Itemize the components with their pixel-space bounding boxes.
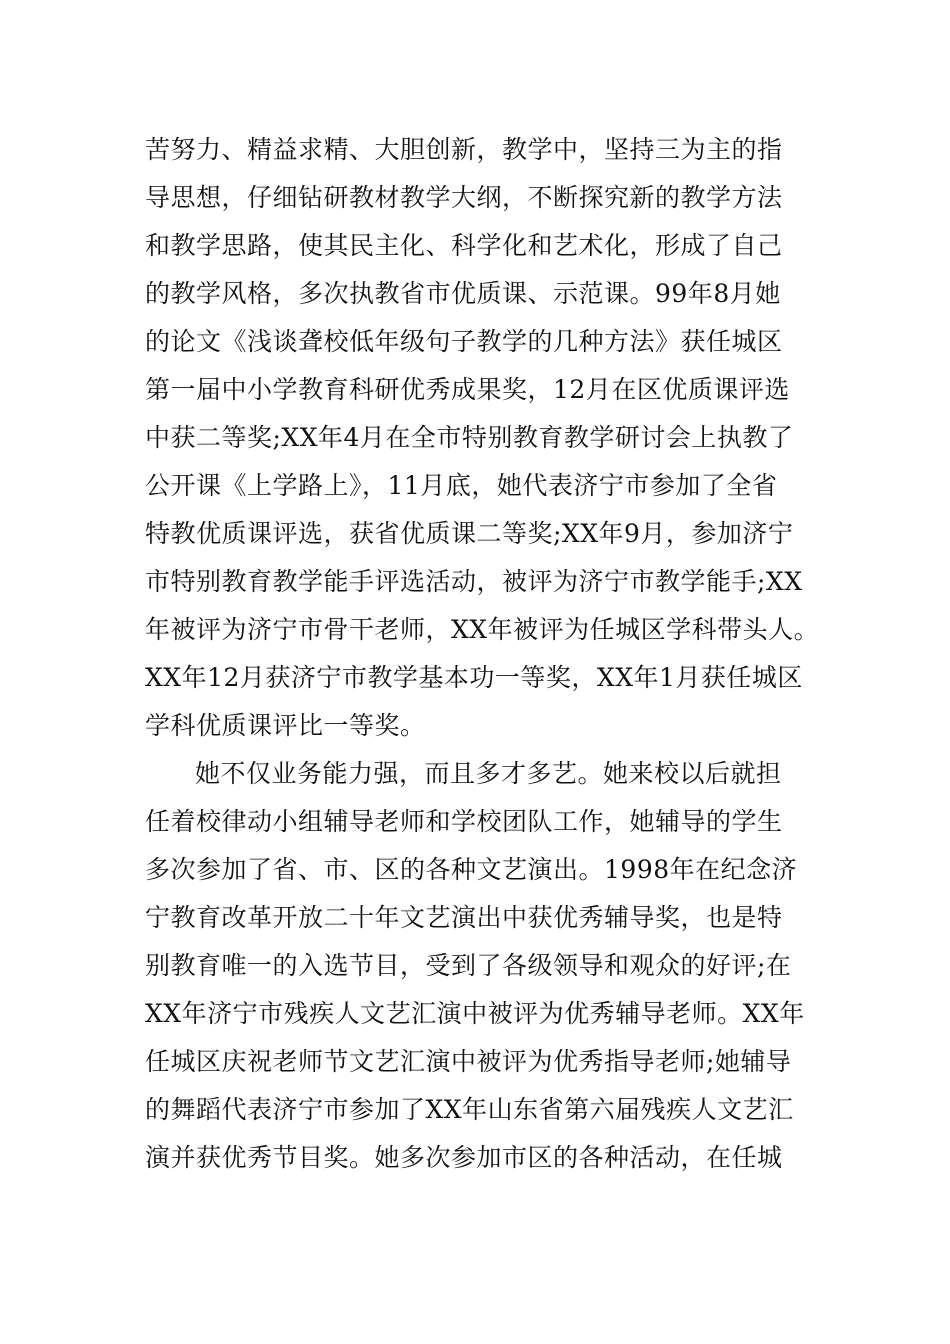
text-line: 学科优质课评比一等奖。 xyxy=(145,711,426,740)
text-line: 第一届中小学教育科研优秀成果奖，12月在区优质课评选 xyxy=(145,375,790,404)
text-line: 任着校律动小组辅导老师和学校团队工作，她辅导的学生 xyxy=(145,807,783,836)
text-line: 的论文《浅谈聋校低年级句子教学的几种方法》获任城区 xyxy=(145,327,783,356)
text-line: 别教育唯一的入选节目，受到了各级领导和观众的好评;在 xyxy=(145,951,792,980)
paragraph-1 xyxy=(145,126,825,750)
text-line: 公开课《上学路上》，11月底，她代表济宁市参加了全省 xyxy=(145,471,778,500)
text-line: 年被评为济宁市骨干老师，XX年被评为任城区学科带头人。 xyxy=(145,615,820,644)
text-line: 多次参加了省、市、区的各种文艺演出。1998年在纪念济 xyxy=(145,855,798,884)
text-line: 的教学风格，多次执教省市优质课、示范课。99年8月她 xyxy=(145,279,781,308)
text-line: 特教优质课评选，获省优质课二等奖;XX年9月，参加济宁 xyxy=(145,519,794,548)
text-line: 的舞蹈代表济宁市参加了XX年山东省第六届残疾人文艺汇 xyxy=(145,1095,794,1124)
text-line: 中获二等奖;XX年4月在全市特别教育教学研讨会上执教了 xyxy=(145,423,794,452)
text-line: XX年济宁市残疾人文艺汇演中被评为优秀辅导老师。XX年 xyxy=(145,999,805,1028)
text-line: 任城区庆祝老师节文艺汇演中被评为优秀指导老师;她辅导 xyxy=(145,1047,792,1076)
text-line: 宁教育改革开放二十年文艺演出中获优秀辅导奖，也是特 xyxy=(145,903,783,932)
text-line: 苦努力、精益求精、大胆创新，教学中，坚持三为主的指 xyxy=(145,135,783,164)
body-text xyxy=(145,126,825,1182)
text-line: 市特别教育教学能手评选活动，被评为济宁市教学能手;XX xyxy=(145,567,803,596)
paragraph-2 xyxy=(145,750,825,1182)
text-line: 她不仅业务能力强，而且多才多艺。她来校以后就担 xyxy=(195,759,782,788)
text-line: 和教学思路，使其民主化、科学化和艺术化，形成了自己 xyxy=(145,231,783,260)
text-line: 导思想，仔细钻研教材教学大纲，不断探究新的教学方法 xyxy=(145,183,783,212)
text-line: 演并获优秀节目奖。她多次参加市区的各种活动，在任城 xyxy=(145,1143,783,1172)
text-line: XX年12月获济宁市教学基本功一等奖，XX年1月获任城区 xyxy=(145,663,803,692)
